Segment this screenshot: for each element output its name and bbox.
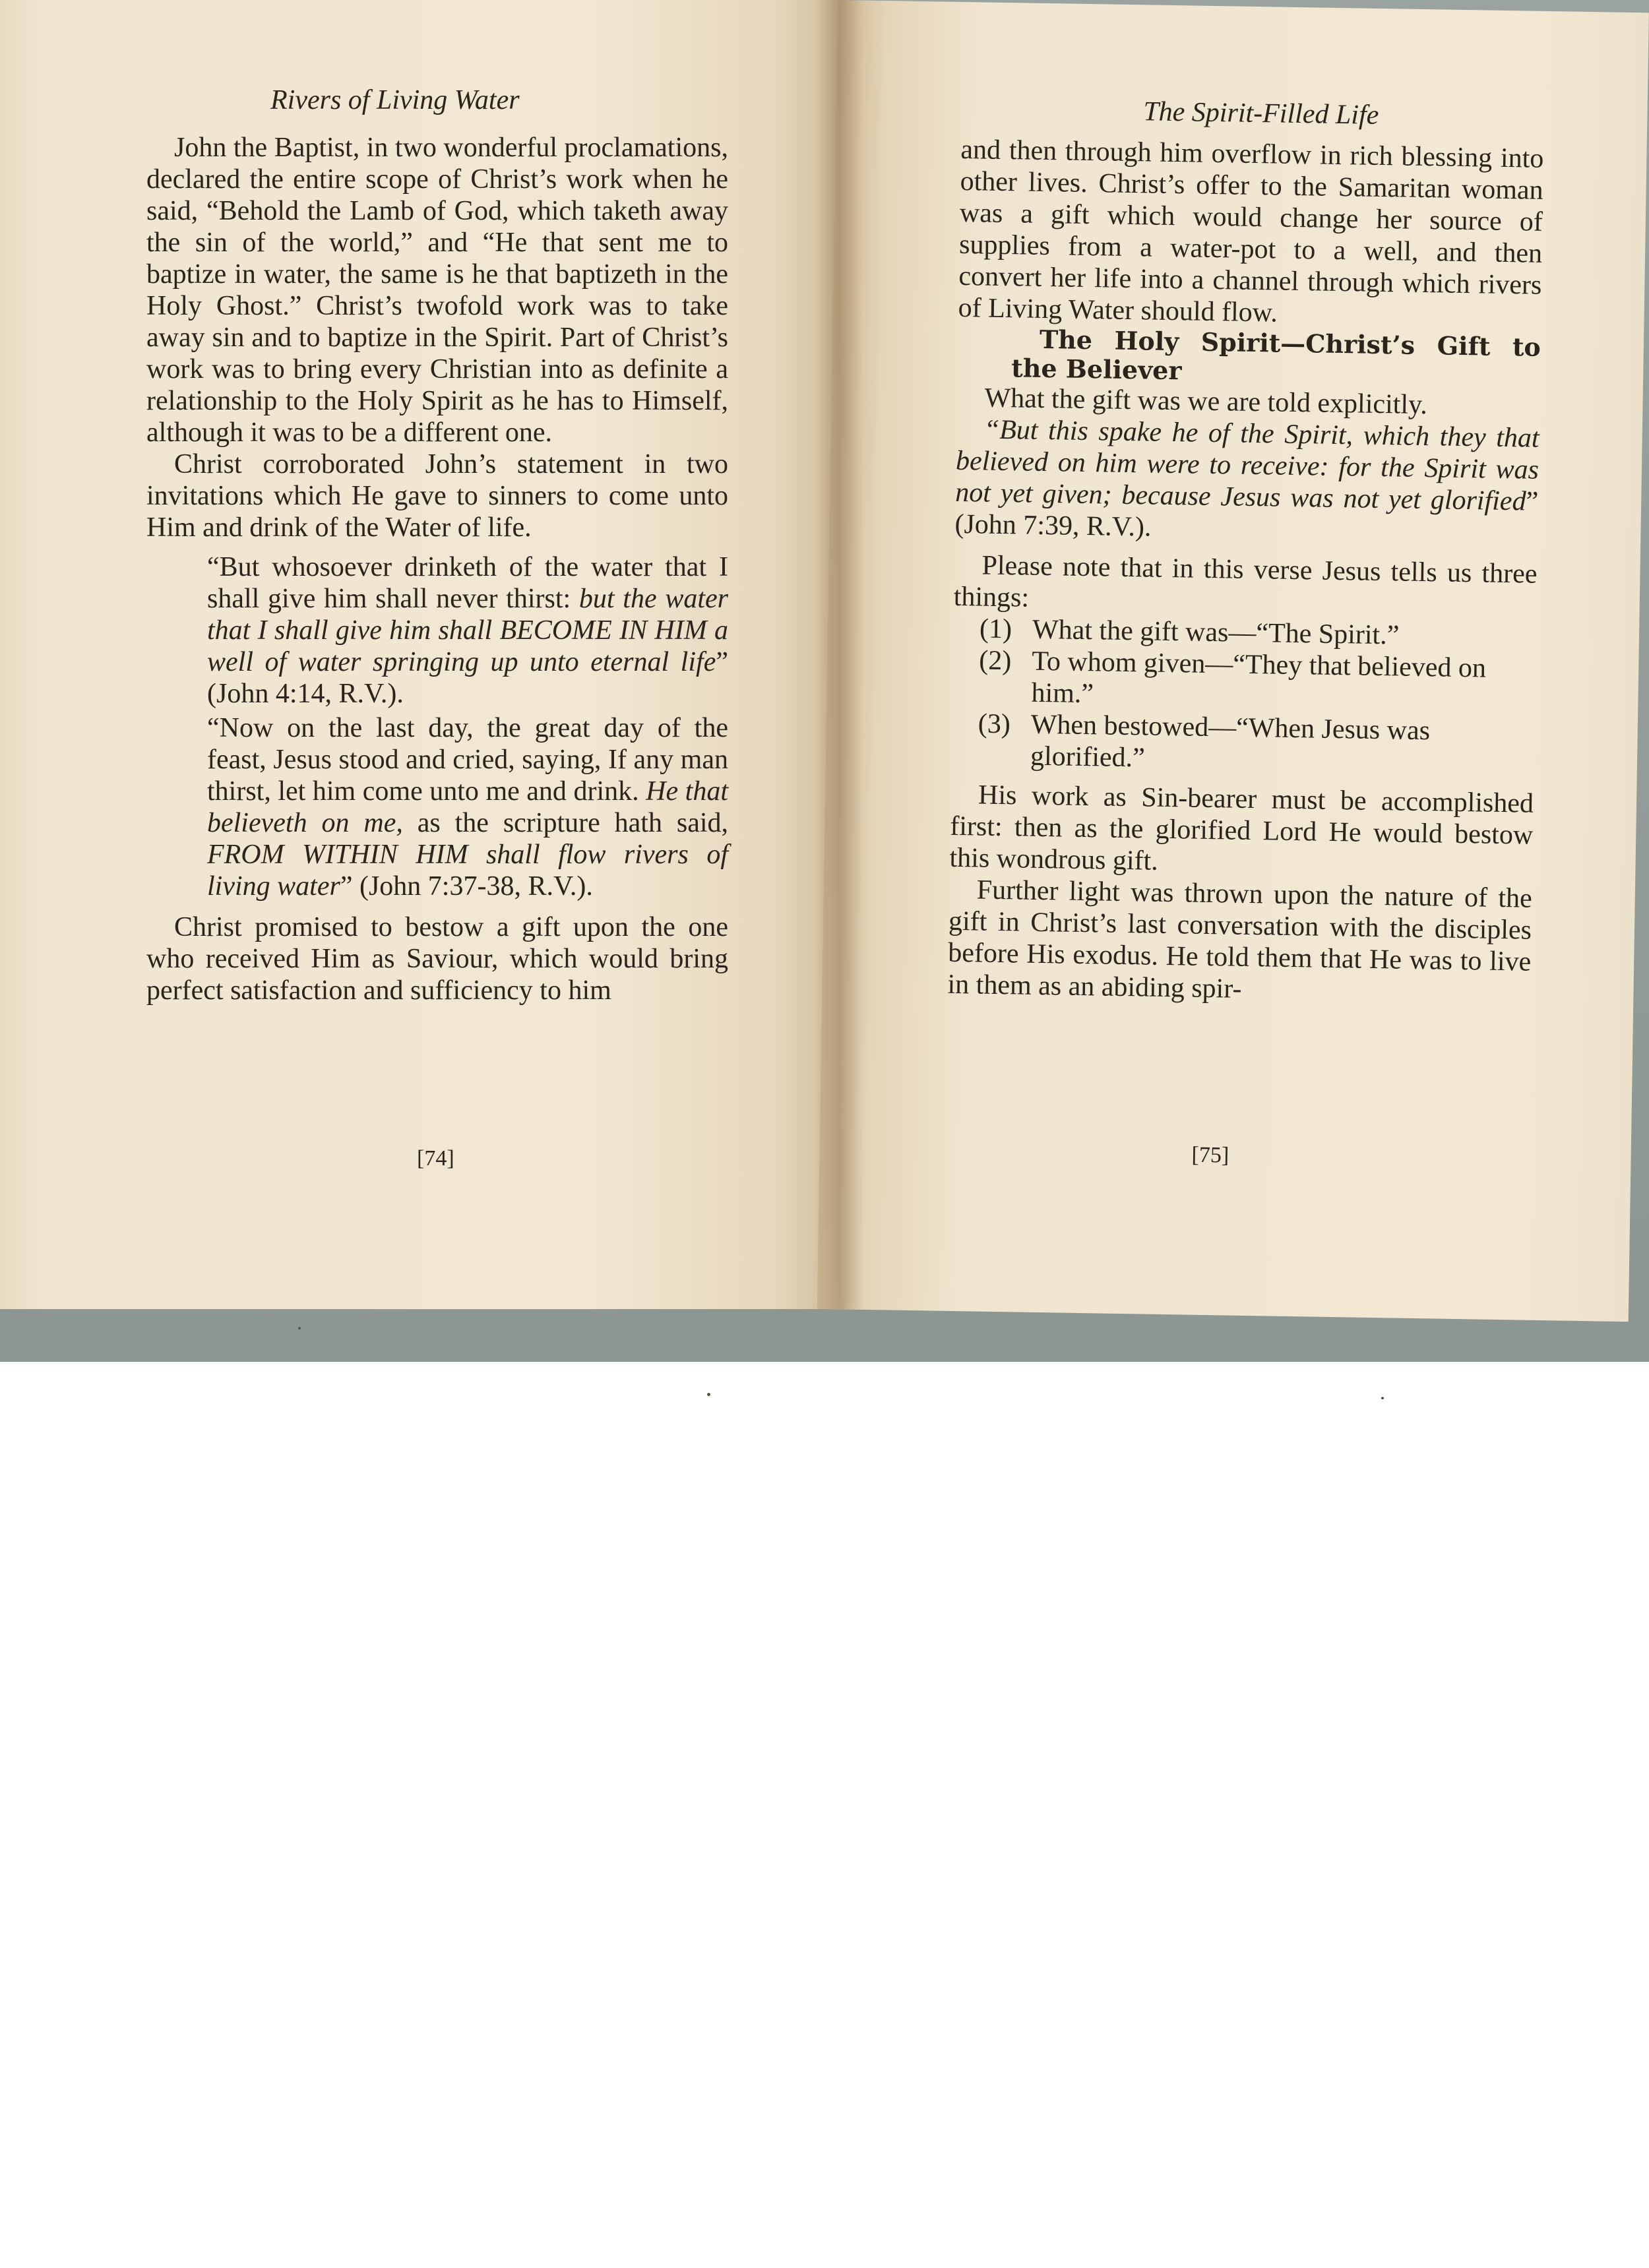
list-item-text: When bestowed—“When Jesus was glorified.” (1030, 709, 1431, 774)
left-quote-2-part-b: He that believeth on me, (207, 776, 728, 838)
right-body-text (947, 134, 1544, 1010)
left-page (0, 0, 841, 1309)
list-item-text: To whom given—“They that believed on him.” (1031, 646, 1487, 710)
section-heading: The Holy Spirit—Christ’s Gift to the Believer (1011, 324, 1541, 386)
right-paragraph-5: Further light was thrown upon the nature of the gift in Christ’s last conversation with the disciples before His exodus. He told them that He was to live in them as an abiding spir- (947, 874, 1533, 1004)
left-quote-1-part-b: but the water that I shall give him shall BECOME IN HIM a well of water springing up unto eternal life (207, 584, 728, 677)
right-paragraph-1: and then through him overflow in rich blessing into other lives. Christ’s offer to the Samaritan woman was a gift which would change her source of supplies from a water-pot to a well, and then convert her life into a channel through which rivers of Living Water should flow. (958, 134, 1544, 328)
right-quote-text: “But this spake he of the Spirit, which they that believed on him were to receive: for the Spirit was not yet given; because Jesus was not yet glorified (954, 414, 1540, 517)
left-quote-2-part-e: ” (John 7:37-38, R.V.). (340, 871, 593, 902)
left-quote-2-part-c: as the scripture hath said, (402, 808, 729, 838)
right-paragraph-2: What the gift was we are told explicitly. (984, 383, 1428, 421)
list-item (978, 644, 1536, 716)
list-item-number: (2) (978, 645, 1012, 677)
left-paragraph-3: Christ promised to bestow a gift upon the one who received Him as Saviour, which would bring perfect satisfaction and sufficiency to him (146, 912, 728, 1006)
list-item (978, 708, 1535, 780)
list-item-number: (3) (978, 708, 1011, 740)
left-page-number: [74] (417, 1146, 454, 1171)
right-quote-reference: ” (John 7:39, R.V.). (954, 486, 1539, 543)
left-quote-2-part-a: “Now on the last day, the great day of the feast, Jesus stood and cried, saying, If any man thirst, let him come unto me and drink. (207, 713, 728, 807)
book-gutter (817, 0, 863, 1309)
left-running-head: Rivers of Living Water (270, 85, 520, 115)
dust-speck (298, 1327, 301, 1330)
left-quote-1-part-a: “But whosoever drinketh of the water that I shall give him shall never thirst: (207, 552, 728, 614)
right-running-head: The Spirit-Filled Life (1143, 96, 1379, 131)
left-quote-1-part-c: ” (John 4:14, R.V.). (207, 647, 728, 709)
right-paragraph-3: Please note that in this verse Jesus tells us three things: (953, 550, 1538, 613)
right-page (817, 0, 1649, 1322)
dust-speck (707, 1393, 710, 1396)
left-paragraph-1: John the Baptist, in two wonderful proclamations, declared the entire scope of Christ’s work when he said, “Behold the Lamb of God, which taketh away the sin of the world,” and “He that sent me to baptize in water, the same is he that baptizeth in the Holy Ghost.” Christ’s twofold work was to take away sin and to baptize in the Spirit. Part of Christ’s work was to bring every Christian into as definite a relationship to the Holy Spirit as he has to Himself, although it was to be a different one. (146, 133, 728, 448)
right-quote-john-7-39 (954, 414, 1540, 549)
left-quote-2-part-d: FROM WITHIN HIM shall flow rivers of living water (207, 840, 728, 902)
left-quote-john-4-14 (207, 551, 728, 710)
dust-speck (1381, 1397, 1384, 1399)
right-paragraph-4: His work as Sin-bearer must be accomplished first: then as the glorified Lord He would bestow this wondrous gift. (949, 780, 1534, 876)
list-item-text: What the gift was—“The Spirit.” (1032, 614, 1400, 651)
left-paragraph-2: Christ corroborated John’s statement in two invitations which He gave to sinners to come unto Him and drink of the Water of life. (146, 449, 728, 543)
right-page-number: [75] (1191, 1142, 1229, 1168)
list-item-number: (1) (979, 613, 1012, 645)
left-quote-john-7-37 (207, 712, 728, 902)
left-body-text (146, 132, 728, 1006)
